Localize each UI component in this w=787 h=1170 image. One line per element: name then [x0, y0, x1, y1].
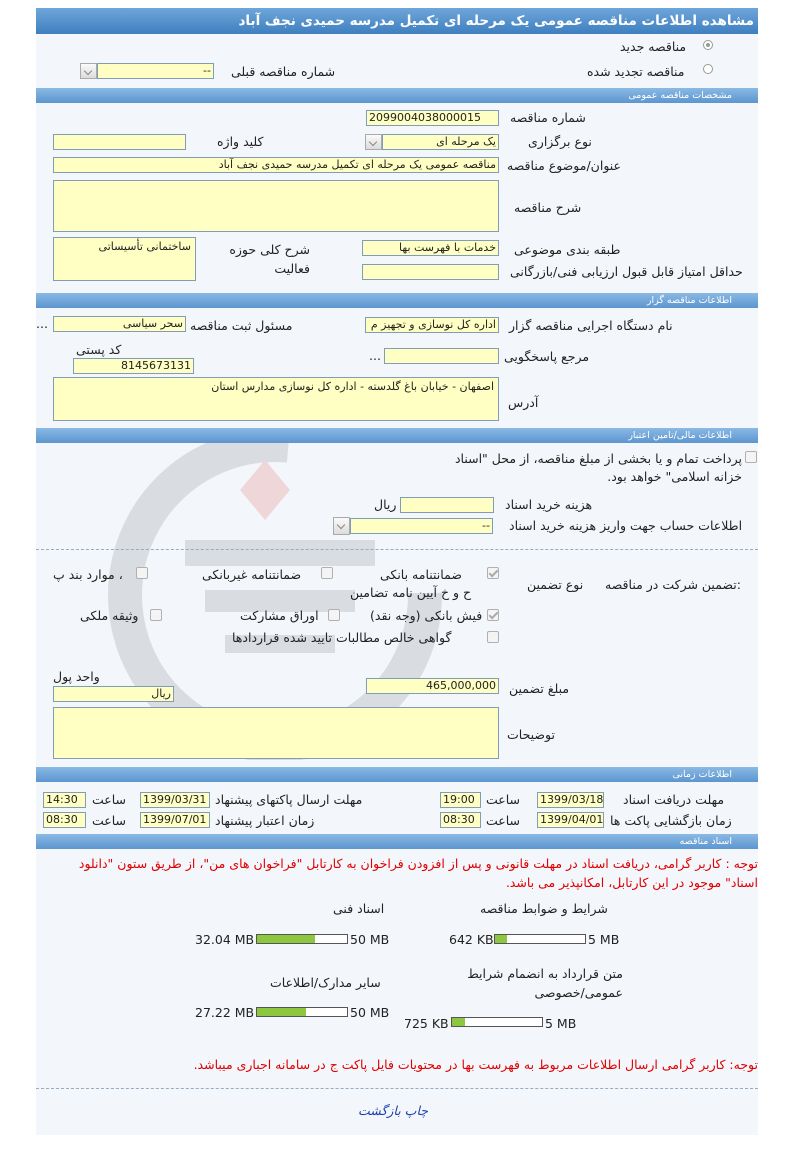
section-financial-header: اطلاعات مالی/تامین اعتبار [36, 428, 758, 443]
subject-field[interactable]: مناقصه عمومی یک مرحله ای تکمیل مدرسه حمیدی نجف آباد [53, 157, 499, 173]
clause-p-checkbox[interactable] [136, 567, 148, 579]
postal-label: کد پستی [76, 342, 122, 357]
renewed-tender-label: مناقصه تجدید شده [587, 64, 685, 79]
file-size-bar [256, 1007, 348, 1017]
bank-receipt-checkbox[interactable] [487, 609, 499, 621]
notes-field[interactable] [53, 707, 499, 759]
previous-tender-label: شماره مناقصه قبلی [231, 64, 336, 79]
opening-time-field[interactable]: 08:30 [440, 812, 481, 828]
file-title: متن قرارداد به انضمام شرایط عمومی/خصوصی [467, 966, 623, 1000]
bank-guarantee-checkbox[interactable] [487, 567, 499, 579]
file-size-bar [494, 934, 586, 944]
non-bank-guarantee-checkbox[interactable] [321, 567, 333, 579]
guarantee-participation-label: تضمین شرکت در مناقصه: [605, 577, 741, 592]
divider [36, 1088, 758, 1089]
file-max: 50 MB [350, 932, 390, 947]
executor-label: نام دستگاه اجرایی مناقصه گزار [509, 318, 673, 333]
file-max: 5 MB [545, 1016, 577, 1031]
send-time-label: ساعت [92, 792, 127, 807]
account-label: اطلاعات حساب جهت واریز هزینه خرید اسناد [509, 518, 743, 533]
previous-tender-select[interactable]: -- [97, 63, 214, 79]
opening-label: زمان بازگشایی پاکت ها [610, 813, 732, 828]
bank-receipt-label: فیش بانکی (وجه نقد) [370, 608, 483, 623]
file-max: 50 MB [350, 1005, 390, 1020]
send-time-field[interactable]: 14:30 [43, 792, 86, 808]
print-back-link[interactable]: چاپ بازگشت [358, 1103, 428, 1118]
documents-notice: توجه : کاربر گرامی، دریافت اسناد در مهلت قانونی و پس از افزودن فراخوان به کارتابل "فراخوان های من"، از طریق ستون "دانلود اسناد" موجود در این کارتابل، امکانپذیر می باشد. [78, 856, 758, 890]
subject-label: عنوان/موضوع مناقصه [507, 158, 622, 173]
reference-more[interactable]: ... [369, 348, 381, 363]
holding-type-select[interactable]: یک مرحله ای [382, 134, 499, 150]
bonds-checkbox[interactable] [328, 609, 340, 621]
validity-time-field[interactable]: 08:30 [43, 812, 86, 828]
validity-time-label: ساعت [92, 813, 127, 828]
send-date-field[interactable]: 1399/03/31 [140, 792, 210, 808]
validity-date-field[interactable]: 1399/07/01 [140, 812, 210, 828]
chevron-down-icon[interactable] [365, 134, 382, 150]
bonds-label: اوراق مشارکت [240, 608, 319, 623]
address-field[interactable]: اصفهان - خیابان باغ گلدسته - اداره کل نوسازی مدارس استان [53, 377, 499, 421]
file-size: 725 KB [404, 1016, 449, 1031]
file-size-bar [256, 934, 348, 944]
contract-claims-label: گواهی خالص مطالبات تایید شده قراردادها [232, 630, 452, 645]
chevron-down-icon[interactable] [333, 517, 350, 535]
file-size: 32.04 MB [195, 932, 255, 947]
treasury-checkbox[interactable] [745, 451, 757, 463]
section-timing-header: اطلاعات زمانی [36, 767, 758, 782]
file-max: 5 MB [588, 932, 620, 947]
doc-cost-label: هزینه خرید اسناد [505, 497, 593, 512]
reference-field[interactable] [384, 348, 499, 364]
section-general-header: مشخصات مناقصه عمومی [36, 88, 758, 103]
registrar-more[interactable]: ... [36, 316, 48, 331]
price-list-notice: توجه: کاربر گرامی ارسال اطلاعات مربوط به فهرست بها در محتویات فایل پاکت ج در سامانه اجباری میباشد. [193, 1057, 758, 1072]
keyword-field[interactable] [53, 134, 186, 150]
section-documents-header: اسناد مناقصه [36, 834, 758, 849]
file-size: 27.22 MB [195, 1005, 255, 1020]
currency-label: واحد پول [53, 669, 100, 684]
opening-date-field[interactable]: 1399/04/01 [537, 812, 604, 828]
receive-time-field[interactable]: 19:00 [440, 792, 481, 808]
page-title: مشاهده اطلاعات مناقصه عمومی یک مرحله ای تکمیل مدرسه حمیدی نجف آباد [36, 8, 758, 34]
bank-guarantee-label: ضمانتنامه بانکی [380, 567, 462, 582]
property-checkbox[interactable] [150, 609, 162, 621]
receive-deadline-label: مهلت دریافت اسناد [623, 792, 725, 807]
new-tender-label: مناقصه جدید [620, 39, 687, 54]
property-label: وثیقه ملکی [80, 608, 139, 623]
doc-cost-unit: ریال [374, 497, 397, 512]
receive-time-label: ساعت [486, 792, 521, 807]
clause-p-label: موارد بند پ ، [53, 567, 123, 582]
reference-label: مرجع پاسخگویی [504, 349, 590, 364]
file-title: شرایط و ضوابط مناقصه [480, 901, 608, 916]
file-size: 642 KB [449, 932, 494, 947]
treasury-text: پرداخت تمام و یا بخشی از مبلغ مناقصه، از محل "اسناد خزانه اسلامی" خواهد بود. [454, 451, 742, 484]
doc-cost-field[interactable] [400, 497, 494, 513]
currency-field[interactable]: ریال [53, 686, 174, 702]
registrar-label: مسئول ثبت مناقصه [190, 318, 293, 333]
file-title: اسناد فنی [333, 901, 385, 916]
regulation-label: ح و خ آیین نامه تضامین [350, 585, 472, 600]
contract-claims-checkbox[interactable] [487, 631, 499, 643]
registrar-field[interactable]: سحر سیاسی [53, 316, 186, 332]
file-title: سایر مدارک/اطلاعات [270, 975, 381, 990]
min-score-field[interactable] [362, 264, 499, 280]
guarantee-type-label: نوع تضمین [527, 577, 584, 592]
guarantee-amount-label: مبلغ تضمین [509, 681, 570, 696]
holding-type-label: نوع برگزاری [528, 134, 592, 149]
category-label: طبقه بندی موضوعی [514, 242, 621, 257]
address-label: آدرس [508, 395, 539, 410]
tender-number-field[interactable]: 2099004038000015 [366, 110, 499, 126]
renewed-tender-radio[interactable] [703, 64, 713, 74]
opening-time-label: ساعت [486, 813, 521, 828]
guarantee-amount-field[interactable]: 465,000,000 [366, 678, 499, 694]
executor-field[interactable]: اداره کل نوسازی و تجهیز م [365, 317, 499, 333]
min-score-label: حداقل امتیاز قابل قبول ارزیابی فنی/بازرگانی [510, 264, 743, 279]
notes-label: توضیحات [507, 727, 555, 742]
activity-field[interactable]: ساختمانی تأسیساتی [53, 237, 196, 281]
section-organizer-header: اطلاعات مناقصه گزار [36, 293, 758, 308]
divider [36, 549, 758, 550]
receive-date-field[interactable]: 1399/03/18 [537, 792, 604, 808]
file-size-bar [451, 1017, 543, 1027]
chevron-down-icon[interactable] [80, 63, 97, 79]
tender-number-label: شماره مناقصه [510, 110, 586, 125]
validity-label: زمان اعتبار پیشنهاد [215, 813, 315, 828]
category-field[interactable]: خدمات با فهرست بها [362, 240, 499, 256]
account-select[interactable]: -- [350, 518, 493, 534]
description-label: شرح مناقصه [514, 200, 582, 215]
keyword-label: کلید واژه [217, 134, 264, 149]
description-field[interactable] [53, 180, 499, 232]
non-bank-guarantee-label: ضمانتنامه غیربانکی [202, 567, 302, 582]
send-deadline-label: مهلت ارسال پاکتهای پیشنهاد [215, 792, 363, 807]
new-tender-radio[interactable] [703, 40, 713, 50]
postal-field[interactable]: 8145673131 [73, 358, 194, 374]
activity-label: شرح کلی حوزه فعالیت [229, 242, 310, 276]
